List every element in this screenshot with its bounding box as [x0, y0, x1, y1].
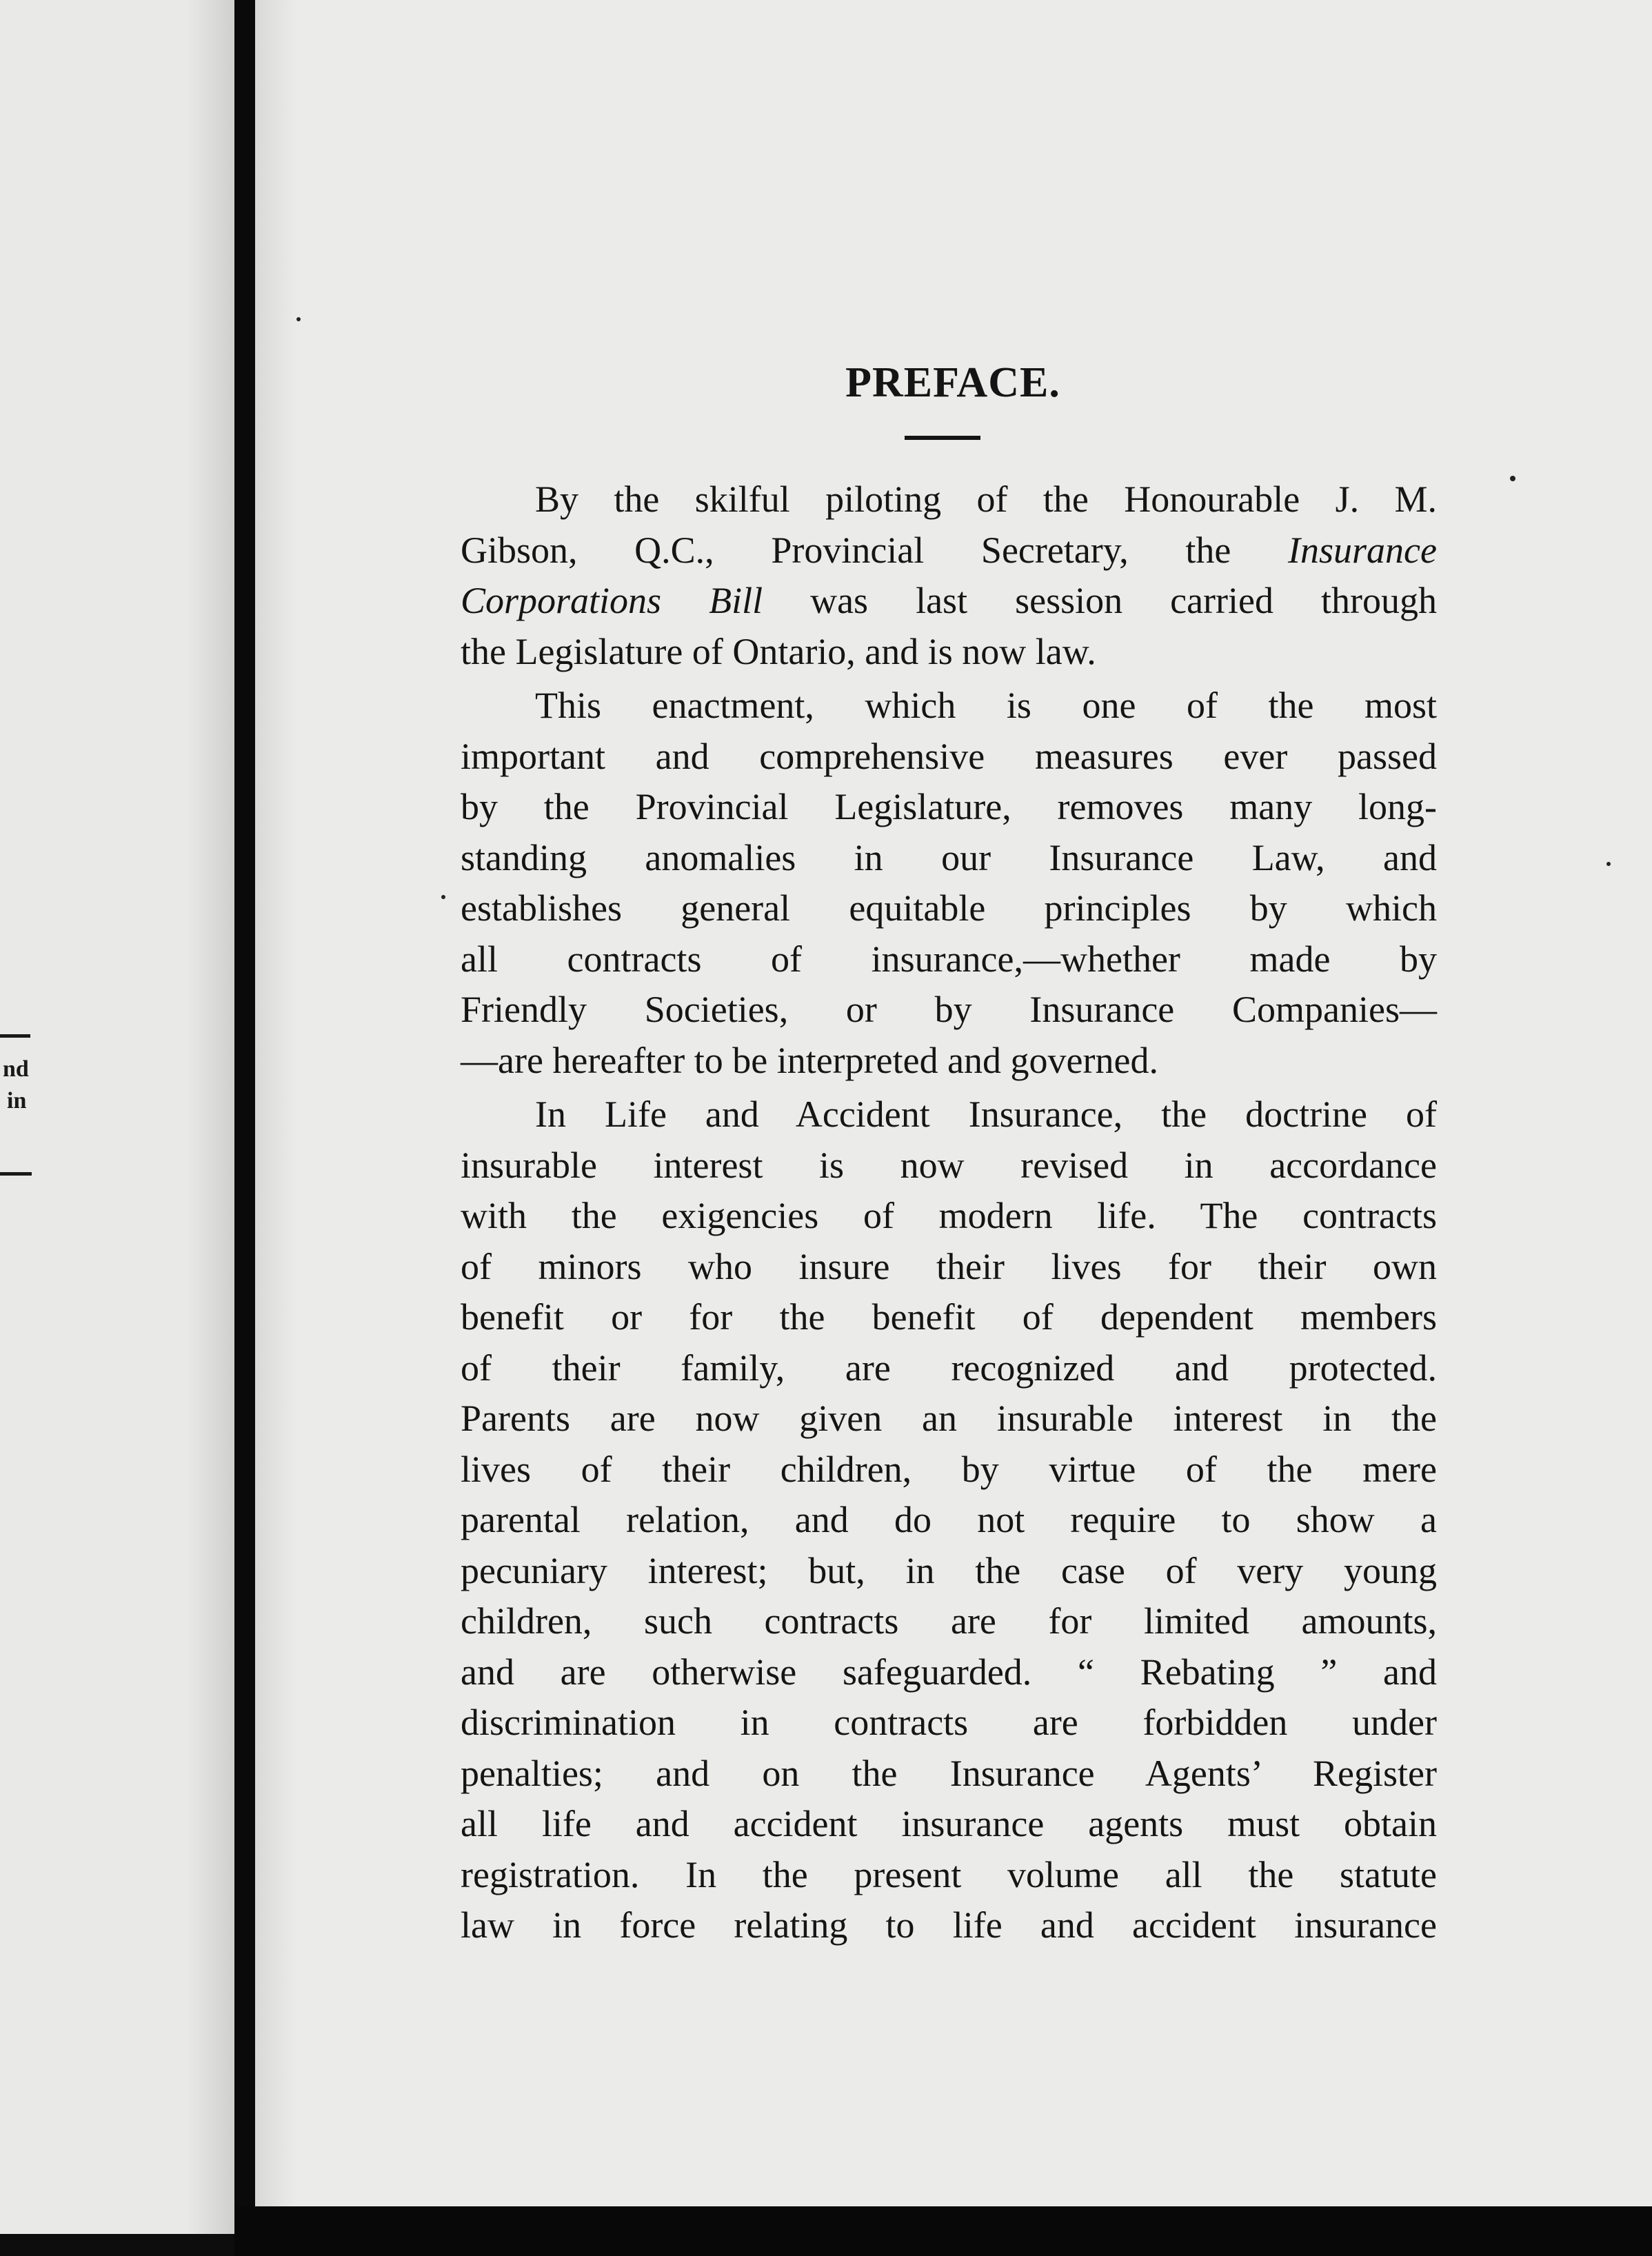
text-line: and are otherwise safeguarded. “ Rebating ” and [461, 1651, 1437, 1693]
left-page-fragment-2: in [7, 1088, 27, 1114]
text-line [461, 576, 1437, 627]
text-line [461, 525, 1437, 576]
text-line: Friendly Societies, or by Insurance Companies— [461, 989, 1437, 1030]
text-line: important and comprehensive measures ever passed [461, 735, 1437, 777]
text-line: In Life and Accident Insurance, the doctrine of [535, 1094, 1437, 1135]
scan-speck [441, 895, 445, 899]
text-line: lives of their children, by virtue of the mere [461, 1448, 1437, 1490]
text-line: standing anomalies in our Insurance Law, and [461, 836, 1437, 878]
text-line: all contracts of insurance,—whether made by [461, 938, 1437, 980]
text-line: parental relation, and do not require to show a [461, 1499, 1437, 1540]
page-title: PREFACE. [845, 359, 1060, 406]
text-line: By the skilful piloting of the Honourable J. M. [535, 479, 1437, 520]
text-line: all life and accident insurance agents must obtain [461, 1803, 1437, 1844]
text-line: registration. In the present volume all the statute [461, 1853, 1437, 1895]
text-line: children, such contracts are for limited amounts, [461, 1600, 1437, 1642]
text-line: with the exigencies of modern life. The contracts [461, 1195, 1437, 1236]
left-page-fragment-1: nd [3, 1056, 29, 1082]
text-line: benefit or for the benefit of dependent members [461, 1296, 1437, 1338]
scan-speck [1606, 862, 1611, 866]
left-page-rule-bottom [0, 1172, 32, 1176]
text-line: of their family, are recognized and protected. [461, 1347, 1437, 1389]
text-segment: Gibson, Q.C., Provincial Secretary, the [461, 529, 1289, 571]
text-line: law in force relating to life and accident insurance [461, 1904, 1437, 1946]
paragraph-3 [461, 1089, 1437, 1951]
text-line: penalties; and on the Insurance Agents’ Register [461, 1752, 1437, 1794]
text-line: —are hereafter to be interpreted and governed. [461, 1039, 1158, 1081]
paragraph-1 [461, 474, 1437, 677]
text-line: discrimination in contracts are forbidden under [461, 1702, 1437, 1743]
scan-bottom-border [234, 2206, 1652, 2256]
text-line: This enactment, which is one of the most [535, 685, 1437, 726]
left-facing-page [0, 0, 234, 2234]
text-line: insurable interest is now revised in accordance [461, 1144, 1437, 1186]
preface-body [461, 474, 1437, 1955]
text-line: by the Provincial Legislature, removes many long- [461, 786, 1437, 827]
scan-speck [1510, 476, 1515, 481]
text-line: Parents are now given an insurable interest in the [461, 1398, 1437, 1439]
text-segment: was last session carried through [763, 580, 1437, 621]
italic-phrase: Insurance [1288, 529, 1437, 571]
left-page-rule-top [0, 1034, 30, 1038]
paragraph-2 [461, 681, 1437, 1086]
scan-speck [296, 317, 301, 321]
text-line: establishes general equitable principles by which [461, 887, 1437, 929]
left-page-shade [186, 0, 234, 2234]
italic-phrase: Corporations Bill [461, 580, 763, 621]
text-line: the Legislature of Ontario, and is now law. [461, 630, 1096, 672]
book-gutter [234, 0, 255, 2256]
text-line: pecuniary interest; but, in the case of very young [461, 1549, 1437, 1591]
text-line: of minors who insure their lives for their own [461, 1245, 1437, 1287]
page-edge-shade [255, 0, 296, 2206]
title-rule [905, 436, 980, 440]
